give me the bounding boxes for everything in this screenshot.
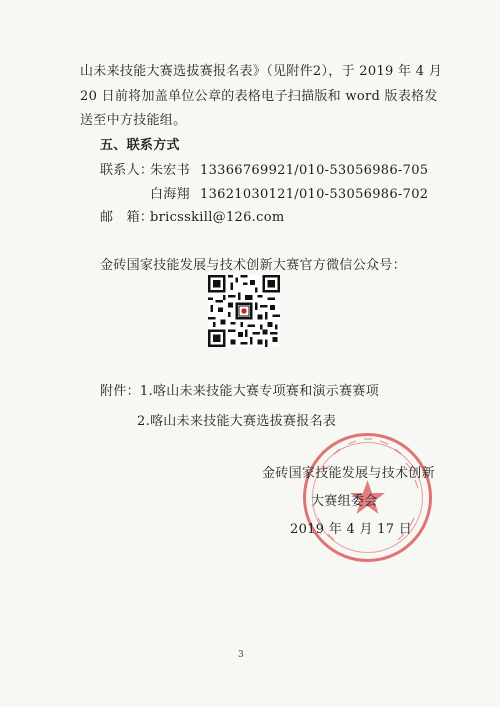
email-address: bricsskill@126.com <box>150 210 285 225</box>
paragraph-line-2: 20 日前将加盖单位公章的表格电子扫描版和 word 版表格发 <box>80 89 438 104</box>
signature-date: 2019 年 4 月 17 日 <box>290 522 413 537</box>
section-heading: 五、联系方式 <box>100 138 180 153</box>
contact-person-1-name: 朱宏书 <box>150 163 190 178</box>
contact-label: 联系人： <box>100 163 154 178</box>
email-label: 邮 箱： <box>100 210 154 225</box>
paragraph-line-3: 送至中方技能组。 <box>80 113 187 128</box>
contact-person-2-name: 白海翔 <box>150 187 190 202</box>
attachment-2: 2.喀山未来技能大赛选拔赛报名表 <box>137 414 337 429</box>
qr-code-icon <box>208 275 280 347</box>
signature-org: 金砖国家技能发展与技术创新 <box>262 466 435 481</box>
paragraph-line-1: 山未来技能大赛选拔赛报名表》（见附件2），于 2019 年 4 月 <box>80 64 443 79</box>
signature-committee: 大赛组委会 <box>311 494 378 509</box>
contact-person-1-phone: 13366769921/010-53056986-705 <box>200 163 429 178</box>
attachment-1: 附件：1.喀山未来技能大赛专项赛和演示赛赛项 <box>100 384 380 399</box>
contact-person-2-phone: 13621030121/010-53056986-702 <box>200 187 429 202</box>
wechat-caption: 金砖国家技能发展与技术创新大赛官方微信公众号： <box>100 258 406 273</box>
page-number: 3 <box>238 650 244 660</box>
